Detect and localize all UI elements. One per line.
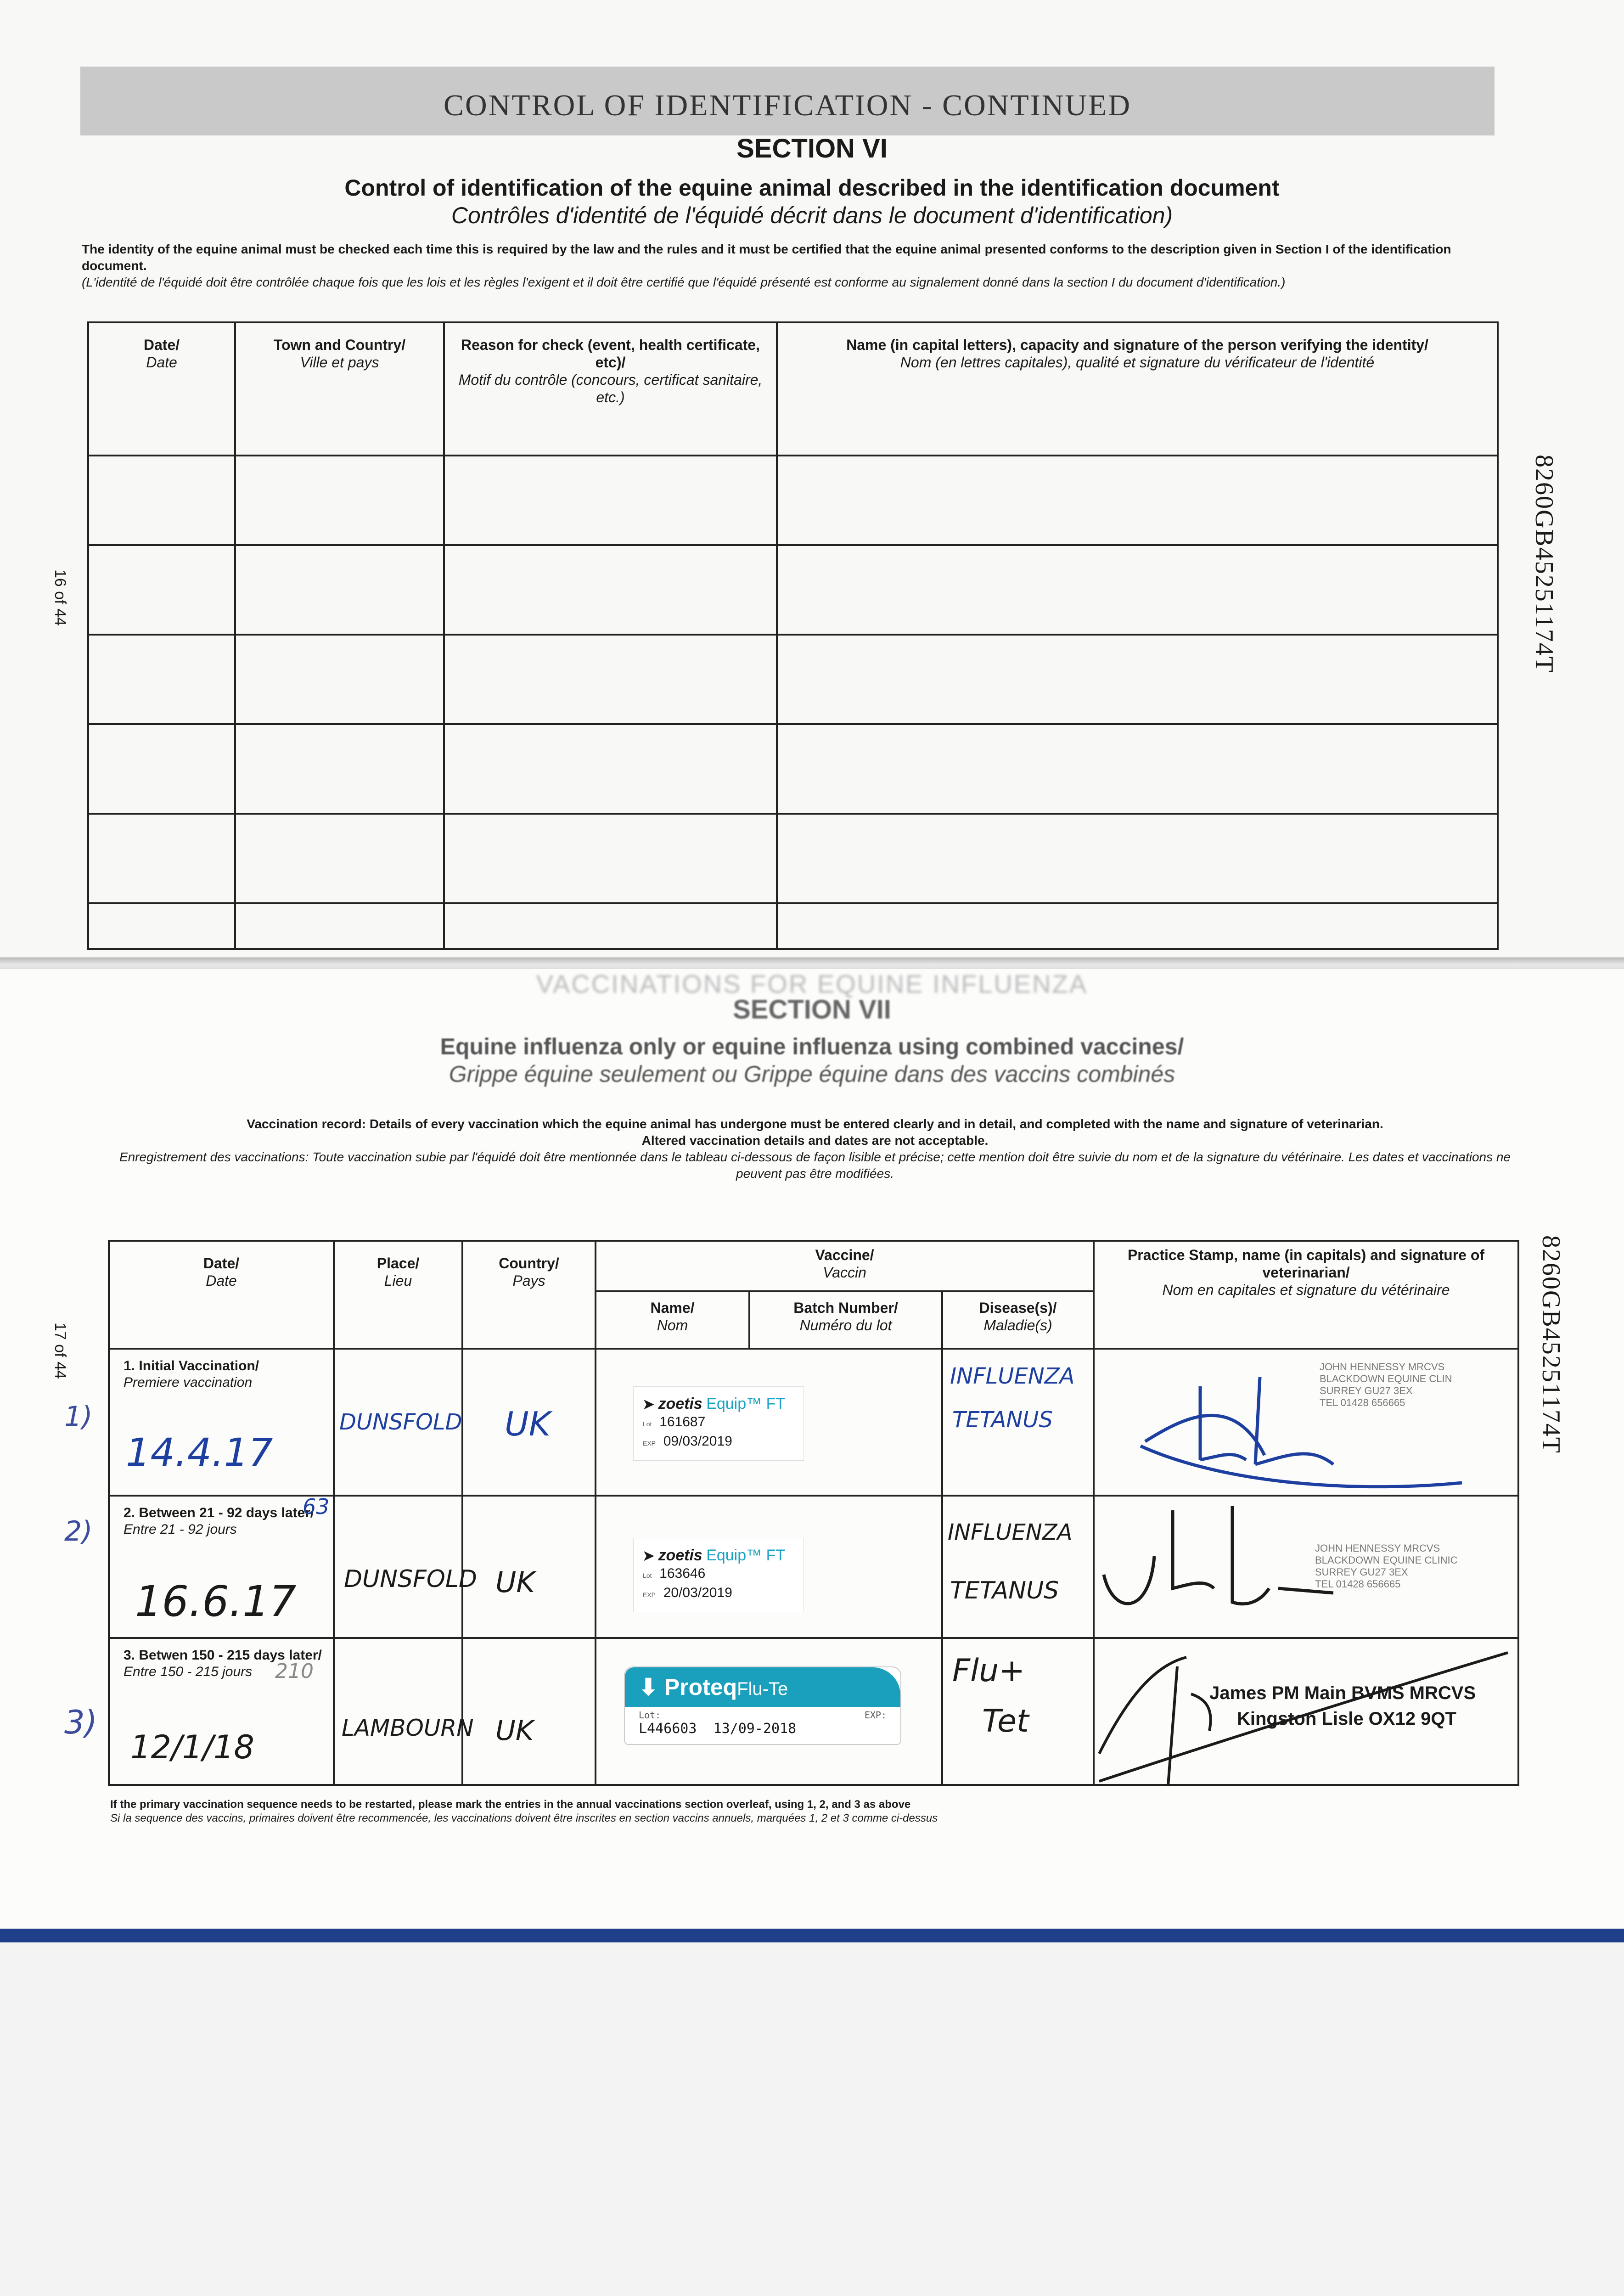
vaccine-sticker: ➤ zoetis Equip™ FT Lot 163646 EXP 20/03/2019 bbox=[633, 1538, 804, 1612]
cell[interactable] bbox=[777, 456, 1498, 545]
col-place: Place/ Lieu bbox=[334, 1241, 462, 1349]
table-row bbox=[88, 903, 1498, 949]
cell[interactable] bbox=[777, 903, 1498, 949]
col-reason: Reason for check (event, health certificate, etc)/ Motif du contrôle (concours, certificat sanitaire, etc.) bbox=[444, 322, 777, 456]
vaccination-row-3 bbox=[109, 1638, 1518, 1785]
cell[interactable] bbox=[235, 903, 444, 949]
stamp-signature-cell[interactable] bbox=[1094, 1496, 1518, 1638]
vaccination-country: UK bbox=[505, 1405, 551, 1443]
page-number: 17 of 44 bbox=[51, 1322, 69, 1379]
zoetis-logo-icon: ➤ bbox=[643, 1548, 658, 1564]
table-row bbox=[88, 724, 1498, 814]
col-diseases: Disease(s)/ Maladie(s) bbox=[942, 1291, 1094, 1349]
interval-note: 63 bbox=[303, 1494, 330, 1519]
row-marker-3: 3) bbox=[64, 1704, 97, 1741]
vaccine-sticker: ⬇ ProteqFlu-Te Lot: EXP: L446603 13/09-2018 bbox=[624, 1666, 901, 1745]
disease-2: Tet bbox=[982, 1703, 1029, 1739]
table-row bbox=[88, 814, 1498, 903]
col-town-country: Town and Country/ Ville et pays bbox=[235, 322, 444, 456]
place-cell[interactable] bbox=[334, 1349, 462, 1496]
expiry-date: 13/09-2018 bbox=[713, 1721, 797, 1737]
passport-serial: 8260GB45251174T bbox=[1530, 455, 1558, 673]
expiry-date: 09/03/2019 bbox=[663, 1434, 732, 1449]
instructions-en-2: Altered vaccination details and dates are not acceptable. bbox=[641, 1133, 989, 1148]
col-date: Date/ Date bbox=[109, 1241, 334, 1349]
place-cell[interactable] bbox=[334, 1496, 477, 1638]
vaccination-place: DUNSFOLD bbox=[344, 1565, 477, 1593]
section-vi-banner: CONTROL OF IDENTIFICATION - CONTINUED bbox=[80, 67, 1495, 135]
interval-note: 210 bbox=[275, 1660, 314, 1683]
stamp-signature-cell[interactable] bbox=[1094, 1638, 1518, 1785]
practice-stamp: JOHN HENNESSY MRCVS BLACKDOWN EQUINE CLIN SURREY GU27 3EX TEL 01428 656665 bbox=[1320, 1361, 1452, 1408]
vaccine-sticker: ➤ zoetis Equip™ FT Lot 161687 EXP 09/03/2019 bbox=[633, 1386, 804, 1461]
instructions-en: Vaccination record: Details of every vaccination which the equine animal has undergone must be entered clearly and in detail, and completed with the name and signature of veterinarian. bbox=[247, 1117, 1383, 1131]
disease-cell[interactable] bbox=[942, 1638, 1094, 1785]
col-vaccine: Vaccine/ Vaccin bbox=[596, 1241, 1094, 1291]
disease-1: INFLUENZA bbox=[950, 1363, 1075, 1389]
table-row bbox=[88, 635, 1498, 724]
signature-icon bbox=[1095, 1350, 1519, 1497]
vaccine-name-batch-cell[interactable] bbox=[596, 1496, 942, 1638]
lot-number: L446603 bbox=[639, 1721, 697, 1737]
instructions-en: The identity of the equine animal must be checked each time this is required by the law and the rules and it must be certified that the equine animal presented conforms to the description given in Section I of the identification document. bbox=[82, 242, 1451, 273]
page-number: 16 of 44 bbox=[51, 569, 69, 626]
cell[interactable] bbox=[444, 545, 777, 635]
cell[interactable] bbox=[88, 456, 235, 545]
cell[interactable] bbox=[235, 545, 444, 635]
footnote-en: If the primary vaccination sequence needs to be restarted, please mark the entries in the annual vaccinations section overleaf, using 1, 2, and 3 as above bbox=[110, 1798, 911, 1811]
cell[interactable] bbox=[777, 724, 1498, 814]
vaccination-place: LAMBOURN bbox=[342, 1715, 474, 1741]
lot-number: 161687 bbox=[659, 1414, 706, 1429]
cell[interactable] bbox=[444, 814, 777, 903]
identity-check-table bbox=[87, 321, 1499, 950]
cell[interactable] bbox=[777, 545, 1498, 635]
cell[interactable] bbox=[88, 724, 235, 814]
row-marker-1: 1) bbox=[64, 1401, 93, 1433]
col-vaccine-name: Name/ Nom bbox=[596, 1291, 749, 1349]
col-verifier: Name (in capital letters), capacity and signature of the person verifying the identity/ Nom (en lettres capitales), qualité et signature du vérificateur de l'identité bbox=[777, 322, 1498, 456]
cell[interactable] bbox=[88, 814, 235, 903]
proteq-logo-icon: ⬇ bbox=[639, 1674, 664, 1700]
footnote bbox=[110, 1798, 1520, 1825]
section-vi-subtitle-fr: Contrôles d'identité de l'équidé décrit dans le document d'identification) bbox=[451, 203, 1173, 228]
cell[interactable] bbox=[88, 903, 235, 949]
vaccination-row-1 bbox=[109, 1349, 1518, 1496]
signature-icon bbox=[1095, 1639, 1519, 1786]
vaccination-date: 12/1/18 bbox=[130, 1728, 254, 1766]
cell[interactable] bbox=[88, 635, 235, 724]
cell[interactable] bbox=[235, 456, 444, 545]
vaccination-row-2 bbox=[109, 1496, 1518, 1638]
disease-1: Flu+ bbox=[952, 1653, 1025, 1689]
country-cell[interactable] bbox=[462, 1496, 596, 1638]
scanner-background bbox=[0, 1952, 1624, 2296]
zoetis-logo-icon: ➤ bbox=[643, 1397, 658, 1412]
disease-cell[interactable] bbox=[942, 1496, 1094, 1638]
cell[interactable] bbox=[235, 635, 444, 724]
vaccination-country: UK bbox=[495, 1565, 535, 1599]
disease-2: TETANUS bbox=[950, 1577, 1059, 1604]
expiry-date: 20/03/2019 bbox=[663, 1585, 732, 1600]
signature-icon bbox=[1095, 1497, 1519, 1639]
section-vi-instructions bbox=[82, 241, 1468, 291]
col-country: Country/ Pays bbox=[462, 1241, 596, 1349]
practice-stamp: James PM Main BVMS MRCVS Kingston Lisle OX12 9QT bbox=[1209, 1683, 1476, 1729]
practice-stamp: JOHN HENNESSY MRCVS BLACKDOWN EQUINE CLINIC SURREY GU27 3EX TEL 01428 656665 bbox=[1315, 1542, 1458, 1590]
passport-serial: 8260GB45251174T bbox=[1537, 1235, 1565, 1454]
vaccine-name-batch-cell[interactable] bbox=[596, 1349, 942, 1496]
date-cell[interactable]: 3. Betwen 150 - 215 days later/ Entre 150 - 215 jours 210 12/1/18 bbox=[109, 1638, 334, 1785]
instructions-fr: Enregistrement des vaccinations: Toute vaccination subie par l'équidé doit être mentionnée dans le tableau ci-dessous de façon lisible et précise; cette mention doit être suivie du nom et de la signature du vétérinaire. Les dates et vaccinations ne peuvent pas être modifiées. bbox=[119, 1150, 1511, 1181]
cell[interactable] bbox=[444, 724, 777, 814]
place-cell[interactable] bbox=[334, 1638, 474, 1785]
vaccination-place: DUNSFOLD bbox=[339, 1409, 462, 1435]
country-cell[interactable] bbox=[462, 1349, 596, 1496]
row-marker-2: 2) bbox=[64, 1515, 93, 1548]
lot-number: 163646 bbox=[659, 1566, 706, 1581]
cell[interactable] bbox=[235, 814, 444, 903]
section-vi-subtitle-en: Control of identification of the equine animal described in the identification document bbox=[344, 175, 1280, 201]
country-cell[interactable] bbox=[462, 1638, 596, 1785]
vaccination-header-1 bbox=[109, 1241, 1518, 1291]
date-cell[interactable]: 1. Initial Vaccination/ Premiere vaccination 14.4.17 bbox=[109, 1349, 334, 1496]
vaccination-table bbox=[108, 1240, 1519, 1786]
vaccination-country: UK bbox=[495, 1715, 534, 1747]
col-date: Date/ Date bbox=[88, 322, 235, 456]
cell[interactable] bbox=[777, 635, 1498, 724]
page-section-vii bbox=[0, 969, 1624, 1942]
disease-1: INFLUENZA bbox=[948, 1519, 1073, 1545]
col-practice-stamp: Practice Stamp, name (in capitals) and signature of veterinarian/ Nom en capitales et signature du vétérinaire bbox=[1094, 1241, 1518, 1349]
table-row bbox=[88, 456, 1498, 545]
vaccination-date: 14.4.17 bbox=[126, 1430, 273, 1475]
date-cell[interactable]: 2. Between 21 - 92 days later/ Entre 21 - 92 jours 63 16.6.17 bbox=[109, 1496, 334, 1638]
footnote-fr: Si la sequence des vaccins, primaires doivent être recommencée, les vaccinations doivent être inscrites en section vaccins annuels, marquées 1, 2 et 3 comme ci-dessus bbox=[110, 1812, 938, 1824]
cell[interactable] bbox=[444, 635, 777, 724]
instructions-fr: (L'identité de l'équidé doit être contrôlée chaque fois que les lois et les règles l'exigent et il doit être certifié que l'équidé présenté est conforme au signalement donné dans la section I du document d'identification.) bbox=[82, 275, 1286, 289]
section-vii-subtitle-fr: Grippe équine seulement ou Grippe équine dans des vaccins combinés bbox=[449, 1061, 1175, 1087]
cell[interactable] bbox=[777, 814, 1498, 903]
vaccination-date: 16.6.17 bbox=[135, 1577, 297, 1626]
section-vi-title: SECTION VI bbox=[736, 134, 888, 163]
page-section-vi bbox=[0, 0, 1624, 960]
section-vii-instructions bbox=[110, 1116, 1520, 1182]
vaccine-name-batch-cell[interactable] bbox=[596, 1638, 942, 1785]
identity-check-header bbox=[88, 322, 1498, 456]
cell[interactable] bbox=[235, 724, 444, 814]
cell[interactable] bbox=[88, 545, 235, 635]
cell[interactable] bbox=[444, 903, 777, 949]
col-batch-number: Batch Number/ Numéro du lot bbox=[749, 1291, 942, 1349]
disease-2: TETANUS bbox=[952, 1407, 1053, 1433]
cell[interactable] bbox=[444, 456, 777, 545]
stamp-signature-cell[interactable] bbox=[1094, 1349, 1518, 1496]
section-vii-subtitle-en: Equine influenza only or equine influenza using combined vaccines/ bbox=[440, 1034, 1184, 1059]
section-vii-title: SECTION VII bbox=[733, 995, 891, 1024]
disease-cell[interactable] bbox=[942, 1349, 1094, 1496]
table-row bbox=[88, 545, 1498, 635]
section-vii-banner: VACCINATIONS FOR EQUINE INFLUENZA bbox=[536, 969, 1088, 998]
